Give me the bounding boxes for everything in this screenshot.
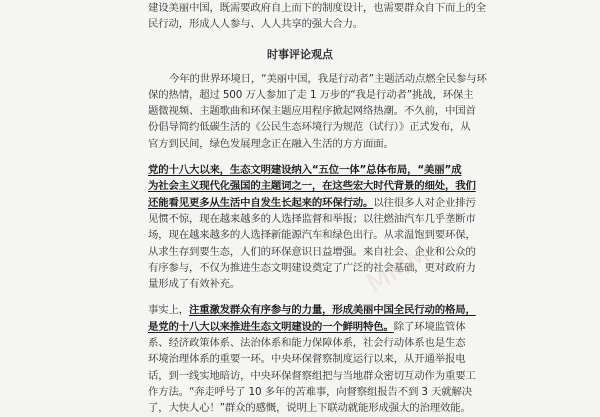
p3-line-7: 了，大快人心！”群众的感慨，说明上下联动就能形成强大的治理效能。	[148, 402, 471, 415]
p2-highlight-5: 还能看见更多从生活中自发生长起来的环保行动。	[148, 196, 374, 209]
p1-line-1: 今年的世界环境日，“美丽中国，我是行动者”主题活动点燃全民参与环	[169, 72, 487, 85]
p3-lead: 事实上，	[148, 304, 189, 317]
watermark: MMM	[362, 240, 436, 300]
paragraph-2	[148, 162, 476, 292]
p2-line-7: 有序参与，不仅为推进生态文明建设奠定了广泛的社会基础，更对政府力	[148, 261, 476, 274]
intro-line-2: 民行动，形成人人参与、人人共享的强大合力。	[148, 18, 364, 31]
section-heading: 时事评论观点	[267, 47, 333, 61]
p3-line-1	[148, 302, 476, 318]
article-column	[148, 0, 487, 417]
p3-line-3: 系、经济政策体系、法治体系和能力保障体系，社会行动体系也是生态	[148, 337, 466, 350]
p3-highlight-2: 是党的十八大以来推进生态文明建设的一个鲜明特色。	[148, 320, 394, 333]
p2-line-5: 场，现在越来越多的人选择新能源汽车和绿色出行。从求温饱到要环保，	[148, 229, 476, 242]
p3-highlight-1: 注重激发群众有序参与的力量，形成美丽中国全民行动的格局，	[188, 304, 476, 317]
p2-line-8: 量形成了有效补充。	[148, 278, 241, 291]
intro-paragraph	[148, 0, 486, 33]
p2-line-2	[148, 178, 476, 194]
p2-line-1	[148, 162, 462, 178]
paragraph-3	[148, 302, 476, 416]
p1-line-4: 份倡导简约低碳生活的《公民生态环境行为规范（试行）》正式发布，从	[148, 121, 471, 134]
p2-line-3-rest: 以往很多人对企业排污	[373, 196, 476, 209]
p2-highlight-3: 为社会主义现代化强国的主题词之一，	[148, 180, 323, 193]
p3-line-4: 环境治理体系的重要一环。中央环保督察制度运行以来，从开通举报电	[148, 353, 466, 366]
p2-line-4: 见惯不惊，现在越来越多的人选择监督和举报；以往燃油汽车几乎垄断市	[148, 212, 476, 225]
p3-line-6: 作方法。“奔走呼号了 10 多年的苦难事，向督察组报告不到 3 天就解决	[148, 385, 472, 398]
p3-line-2	[148, 319, 466, 335]
intro-line-1: 建设美丽中国，既需要政府自上而下的制度设计，也需要群众自下而上的全	[148, 2, 486, 14]
p2-highlight-2: “美丽”成	[417, 164, 462, 177]
p3-line-2-rest: 除了环境监管体	[393, 320, 466, 333]
p1-line-5: 官方到民间，绿色发展理念正在融入生活的方方面面。	[148, 137, 394, 150]
p1-line-3: 题微视频、主题歌曲和环保主题应用程序掀起网络热潮。不久前，中国首	[148, 105, 476, 118]
p3-line-5: 话，到一线实地暗访，中央环保督察组把与当地群众密切互动作为重要工	[148, 369, 476, 382]
p2-highlight-4: 在这些宏大时代背景的细处，我们	[322, 180, 476, 193]
p1-line-2: 保的热情，超过 500 万人参加了走 1 万步的“我是行动者”挑战，环保主	[148, 88, 474, 101]
p2-line-6: 从求生存到要生态，人们的环保意识日益增强。来自社会、企业和公众的	[148, 245, 476, 258]
p2-highlight-1: 党的十八大以来，生态文明建设纳入“五位一体”总体布局，	[148, 164, 418, 177]
p2-line-3	[148, 195, 476, 211]
paragraph-1	[148, 71, 487, 152]
